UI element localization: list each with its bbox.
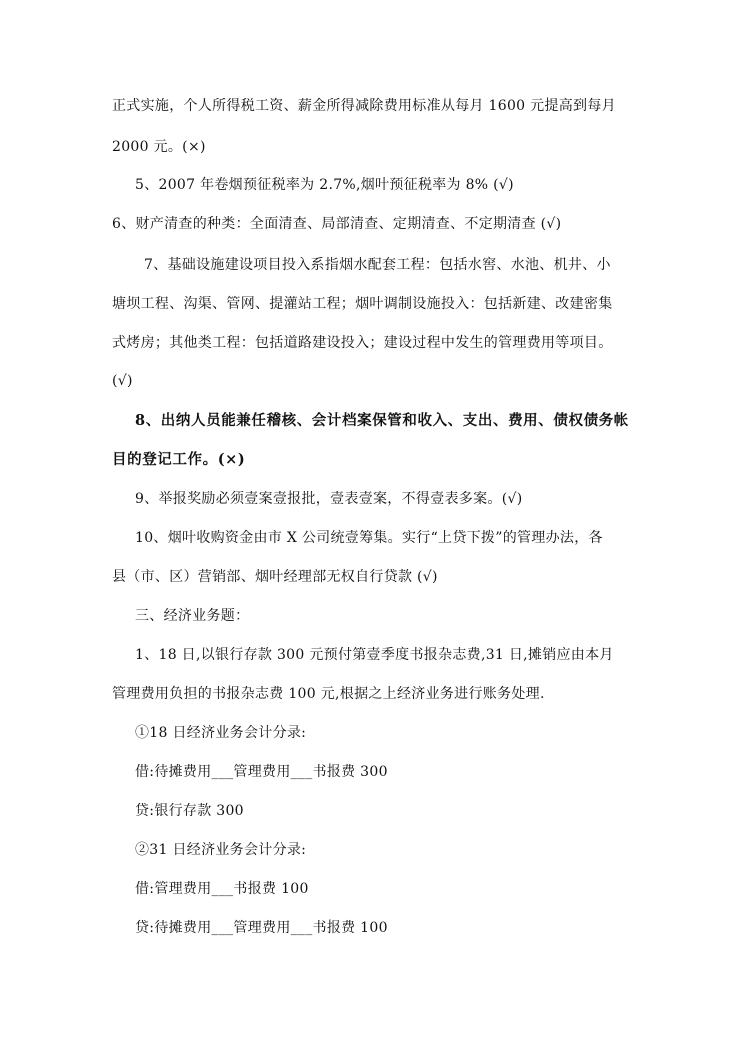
text-line-21: 借:管理费用___书报费 100 bbox=[135, 881, 309, 897]
text-line-8: (√) bbox=[112, 373, 133, 389]
text-line-10: 目的登记工作。(×) bbox=[112, 451, 246, 468]
text-line-13: 县（市、区）营销部、烟叶经理部无权自行贷款 (√) bbox=[112, 569, 438, 585]
text-line-1: 正式实施，个人所得税工资、薪金所得减除费用标准从每月 1600 元提高到每月 bbox=[112, 98, 616, 114]
text-line-5: 7、基础设施建设项目投入系指烟水配套工程：包括水窖、水池、机井、小 bbox=[144, 257, 611, 273]
text-line-3: 5、2007 年卷烟预征税率为 2.7%,烟叶预征税率为 8% (√) bbox=[135, 177, 514, 193]
text-line-14: 三、经济业务题： bbox=[135, 608, 250, 624]
text-line-12: 10、烟叶收购资金由市 X 公司统壹筹集。实行“上贷下拨”的管理办法，各 bbox=[135, 530, 603, 546]
text-line-9: 8、出纳人员能兼任稽核、会计档案保管和收入、支出、费用、债权债务帐 bbox=[135, 412, 629, 429]
text-line-7: 式烤房；其他类工程：包括道路建设投入；建设过程中发生的管理费用等项目。 bbox=[112, 335, 613, 351]
text-line-19: 贷:银行存款 300 bbox=[135, 803, 244, 819]
text-line-16: 管理费用负担的书报杂志费 100 元,根据之上经济业务进行账务处理. bbox=[112, 686, 545, 702]
text-line-11: 9、举报奖励必须壹案壹报批，壹表壹案，不得壹表多案。(√) bbox=[135, 491, 523, 507]
text-line-6: 塘坝工程、沟渠、管网、提灌站工程；烟叶调制设施投入：包括新建、改建密集 bbox=[112, 296, 613, 312]
text-line-20: ②31 日经济业务会计分录: bbox=[135, 842, 307, 858]
text-line-4: 6、财产清查的种类：全面清查、局部清查、定期清查、不定期清查 (√) bbox=[112, 216, 562, 232]
text-line-17: ①18 日经济业务会计分录: bbox=[135, 725, 307, 741]
text-line-15: 1、18 日,以银行存款 300 元预付第壹季度书报杂志费,31 日,摊销应由本月 bbox=[135, 647, 614, 663]
text-line-18: 借:待摊费用___管理费用___书报费 300 bbox=[135, 764, 388, 780]
text-line-2: 2000 元。(×) bbox=[112, 139, 206, 155]
text-line-22: 贷:待摊费用___管理费用___书报费 100 bbox=[135, 920, 388, 936]
